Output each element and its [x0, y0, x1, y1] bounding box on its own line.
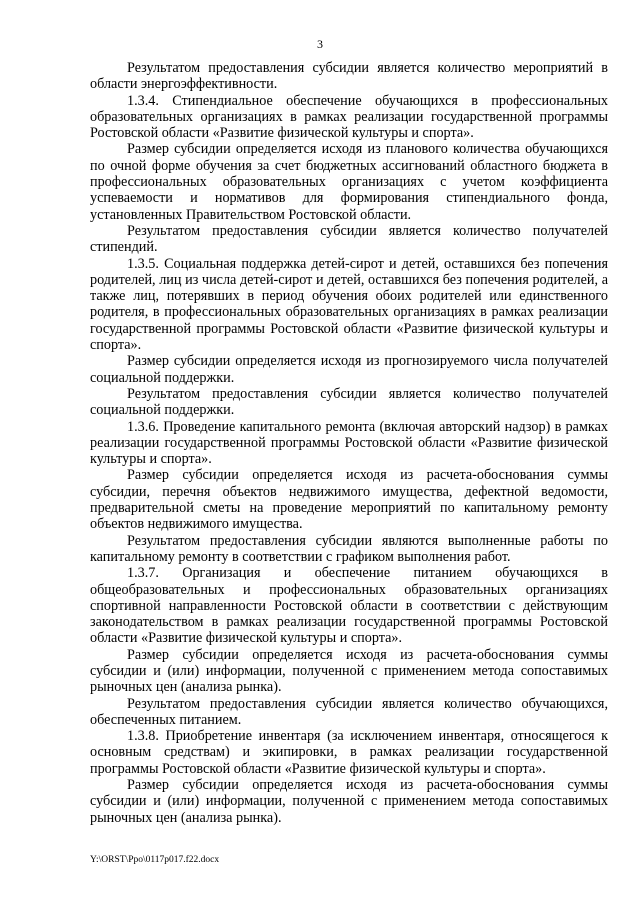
paragraph: Результатом предоставления субсидии является количество получателей социальной поддержки.: [90, 385, 608, 419]
footer-file-path: Y:\ORST\Ppo\0117p017.f22.docx: [90, 855, 220, 865]
paragraph: Размер субсидии определяется исходя из прогнозируемого числа получателей социальной поддержки.: [90, 353, 608, 386]
document-body: [90, 60, 608, 826]
paragraph: Размер субсидии определяется исходя из расчета-обоснования суммы субсидии и (или) информации, полученной с применением метода сопоставимых рыночных цен (анализа рынка).: [90, 646, 608, 696]
section-heading-1-3-8: 1.3.8. Приобретение инвентаря (за исключением инвентаря, относящегося к основным средствам) и экипировки, в рамках реализации государственной программы Ростовской области «Развитие физической культуры и спорта».: [90, 728, 608, 777]
section-heading-1-3-6: 1.3.6. Проведение капитального ремонта (включая авторский надзор) в рамках реализации государственной программы Ростовской области «Развитие физической культуры и спорта».: [90, 418, 608, 468]
paragraph: Размер субсидии определяется исходя из расчета-обоснования суммы субсидии и (или) информации, полученной с применением метода сопоставимых рыночных цен (анализа рынка).: [90, 777, 608, 826]
section-heading-1-3-7: 1.3.7. Организация и обеспечение питанием обучающихся в общеобразовательных и профессиональных образовательных организациях спортивной направленности Ростовской области в соответствии с действующим законодательством в рамках реализации государственной программы Ростовской области «Развитие физической культуры и спорта».: [90, 565, 608, 647]
page-number: 3: [317, 37, 323, 51]
section-heading-1-3-4: 1.3.4. Стипендиальное обеспечение обучающихся в профессиональных образовательных организациях в рамках реализации государственной программы Ростовской области «Развитие физической культуры и спорта».: [90, 92, 608, 142]
paragraph: Результатом предоставления субсидии является количество получателей стипендий.: [90, 222, 608, 256]
paragraph: Результатом предоставления субсидии является количество мероприятий в области энергоэффективности.: [90, 60, 608, 93]
paragraph: Результатом предоставления субсидии является количество обучающихся, обеспеченных питанием.: [90, 695, 608, 728]
section-heading-1-3-5: 1.3.5. Социальная поддержка детей-сирот и детей, оставшихся без попечения родителей, лиц из числа детей-сирот и детей, оставшихся без попечения родителей, а также лиц, потерявших в период обучения обоих родителей или единственного родителя, в профессиональных образовательных организациях в рамках реализации государственной программы Ростовской области «Развитие физической культуры и спорта».: [90, 255, 608, 354]
paragraph: Размер субсидии определяется исходя из планового количества обучающихся по очной форме обучения за счет бюджетных ассигнований областного бюджета в профессиональных образовательных организациях с учетом коэффициента успеваемости и нормативов для формирования стипендиального фонда, установленных Правительством Ростовской области.: [90, 141, 608, 223]
paragraph: Размер субсидии определяется исходя из расчета-обоснования суммы субсидии, перечня объектов недвижимого имущества, дефектной ведомости, предварительной сметы на проведение мероприятий по капитальному ремонту объектов недвижимого имущества.: [90, 467, 608, 533]
paragraph: Результатом предоставления субсидии являются выполненные работы по капитальному ремонту в соответствии с графиком выполнения работ.: [90, 532, 608, 565]
